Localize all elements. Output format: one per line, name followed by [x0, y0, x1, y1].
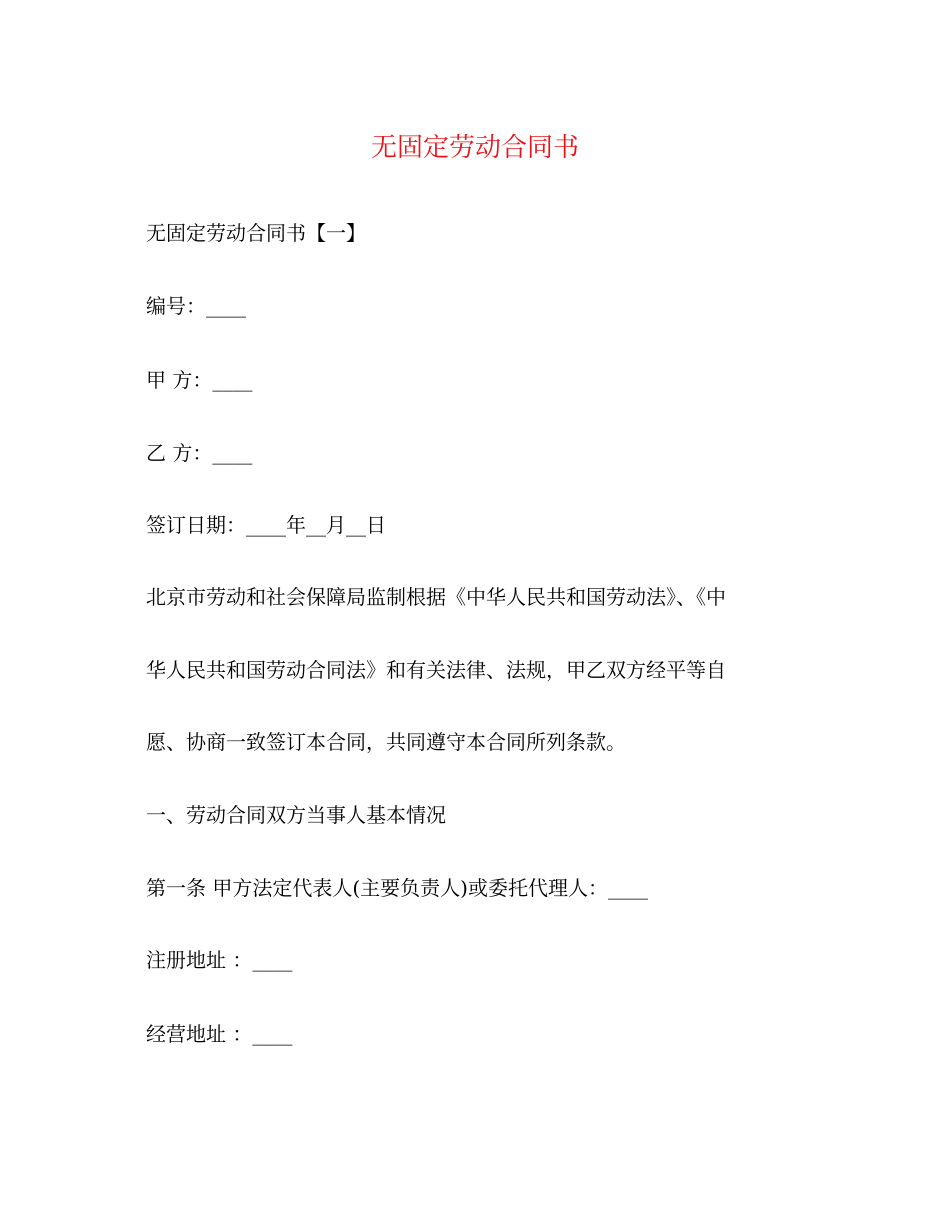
field-signing-date: 签订日期：____年__月__日 — [146, 513, 386, 537]
article-one-representative: 第一条 甲方法定代表人(主要负责人)或委托代理人：____ — [146, 876, 648, 900]
field-registered-address: 注册地址 ：____ — [146, 948, 293, 972]
paragraph-preamble-line-1: 北京市劳动和社会保障局监制根据《中华人民共和国劳动法》、《中 — [146, 585, 726, 609]
section-heading-basic-info: 一、劳动合同双方当事人基本情况 — [146, 803, 446, 827]
document-title: 无固定劳动合同书 — [370, 133, 579, 163]
field-number: 编号：____ — [146, 294, 246, 318]
paragraph-preamble-line-3: 愿、协商一致签订本合同，共同遵守本合同所列条款。 — [146, 730, 626, 754]
paragraph-preamble-line-2: 华人民共和国劳动合同法》和有关法律、法规，甲乙双方经平等自 — [146, 658, 726, 682]
section-heading-contract-one: 无固定劳动合同书【一】 — [146, 221, 366, 245]
field-business-address: 经营地址 ：____ — [146, 1022, 293, 1046]
field-party-b: 乙 方：____ — [146, 441, 253, 465]
field-party-a: 甲 方：____ — [146, 368, 253, 392]
